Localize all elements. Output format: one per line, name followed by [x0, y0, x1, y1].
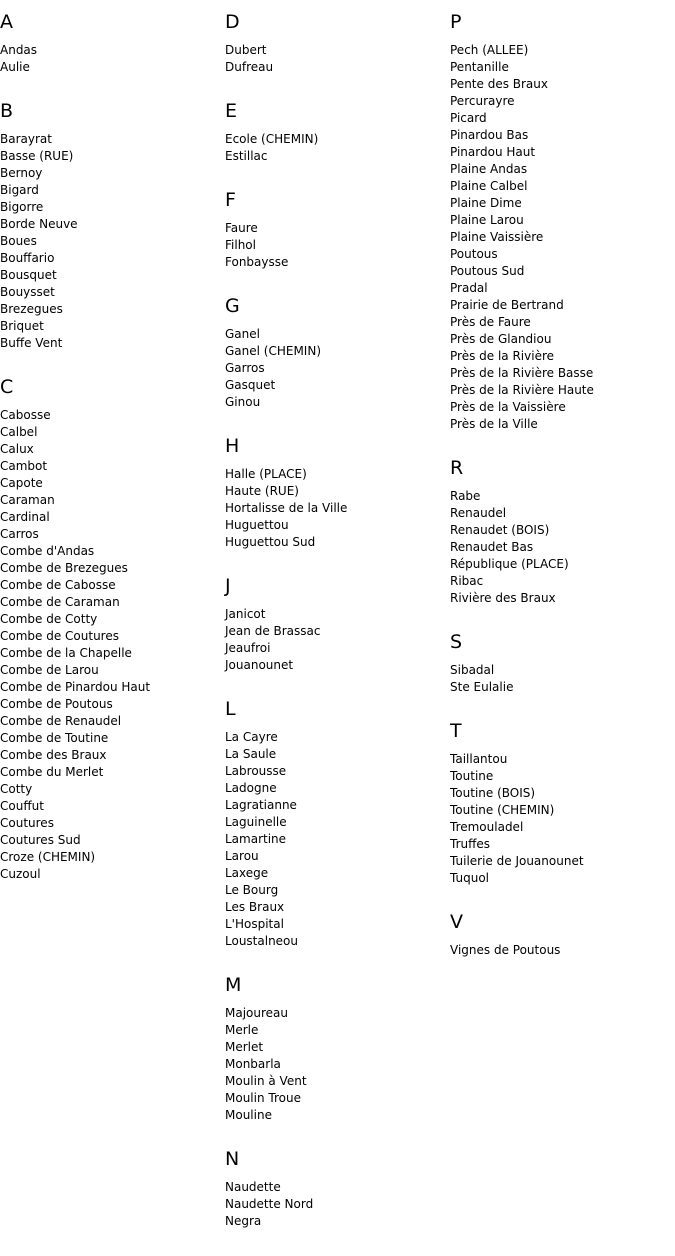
- street-link-faure[interactable]: Faure: [225, 221, 258, 235]
- street-link-combe-de-pinardou-haut[interactable]: Combe de Pinardou Haut: [0, 680, 151, 694]
- street-link-dubert[interactable]: Dubert: [225, 43, 267, 57]
- street-link-plaine-larou[interactable]: Plaine Larou: [450, 213, 524, 227]
- letter-group-p: [450, 11, 675, 433]
- street-link-caraman[interactable]: Caraman: [0, 493, 55, 507]
- street-link-merlet[interactable]: Merlet: [225, 1040, 264, 1054]
- letter-heading-s: S: [450, 631, 463, 653]
- street-link-pech-allee[interactable]: Pech (ALLEE): [450, 43, 529, 57]
- letter-group-t: [450, 720, 675, 887]
- index-column-2: [225, 11, 450, 1254]
- letter-group-f: [225, 189, 450, 271]
- street-link-huguettou-sud[interactable]: Huguettou Sud: [225, 535, 316, 549]
- letter-heading-c: C: [0, 376, 14, 398]
- street-link-ecole-chemin[interactable]: Ecole (CHEMIN): [225, 132, 319, 146]
- street-link-monbarla[interactable]: Monbarla: [225, 1057, 281, 1071]
- street-link-croze-chemin[interactable]: Croze (CHEMIN): [0, 850, 96, 864]
- street-link-moulin-troue[interactable]: Moulin Troue: [225, 1091, 301, 1105]
- street-link-haute-rue[interactable]: Haute (RUE): [225, 484, 299, 498]
- street-link-pres-de-la-riviere-haute[interactable]: Près de la Rivière Haute: [450, 383, 594, 397]
- letter-heading-l: L: [225, 698, 236, 720]
- street-link-poutous[interactable]: Poutous: [450, 247, 498, 261]
- street-link-basse-rue[interactable]: Basse (RUE): [0, 149, 74, 163]
- street-link-brezegues[interactable]: Brezegues: [0, 302, 63, 316]
- street-link-coutures[interactable]: Coutures: [0, 816, 54, 830]
- street-link-tuquol[interactable]: Tuquol: [450, 871, 490, 885]
- street-link-pinardou-bas[interactable]: Pinardou Bas: [450, 128, 529, 142]
- street-link-bigorre[interactable]: Bigorre: [0, 200, 44, 214]
- street-link-moulin-a-vent[interactable]: Moulin à Vent: [225, 1074, 307, 1088]
- street-link-picard[interactable]: Picard: [450, 111, 487, 125]
- street-link-combe-de-caraman[interactable]: Combe de Caraman: [0, 595, 120, 609]
- street-link-ginou[interactable]: Ginou: [225, 395, 261, 409]
- letter-group-s: [450, 631, 675, 696]
- street-link-bouffario[interactable]: Bouffario: [0, 251, 55, 265]
- street-link-coutures-sud[interactable]: Coutures Sud: [0, 833, 81, 847]
- street-link-majoureau[interactable]: Majoureau: [225, 1006, 288, 1020]
- street-link-plaine-calbel[interactable]: Plaine Calbel: [450, 179, 528, 193]
- letter-heading-r: R: [450, 457, 464, 479]
- street-link-toutine[interactable]: Toutine: [450, 769, 494, 783]
- street-link-combe-du-merlet[interactable]: Combe du Merlet: [0, 765, 104, 779]
- letter-heading-n: N: [225, 1148, 240, 1170]
- street-link-bigard[interactable]: Bigard: [0, 183, 39, 197]
- street-link-truffes[interactable]: Truffes: [450, 837, 491, 851]
- street-link-prairie-de-bertrand[interactable]: Prairie de Bertrand: [450, 298, 564, 312]
- street-link-hortalisse-de-la-ville[interactable]: Hortalisse de la Ville: [225, 501, 348, 515]
- street-link-tuilerie-de-jouanounet[interactable]: Tuilerie de Jouanounet: [450, 854, 584, 868]
- letter-group-e: [225, 100, 450, 165]
- street-link-bouysset[interactable]: Bouysset: [0, 285, 55, 299]
- street-link-jean-de-brassac[interactable]: Jean de Brassac: [225, 624, 321, 638]
- street-link-combe-de-brezegues[interactable]: Combe de Brezegues: [0, 561, 128, 575]
- letter-group-h: [225, 435, 450, 551]
- street-link-dufreau[interactable]: Dufreau: [225, 60, 274, 74]
- street-link-pres-de-la-riviere-basse[interactable]: Près de la Rivière Basse: [450, 366, 594, 380]
- index-column-3: [450, 11, 675, 983]
- street-link-combe-de-la-chapelle[interactable]: Combe de la Chapelle: [0, 646, 132, 660]
- street-link-merle[interactable]: Merle: [225, 1023, 259, 1037]
- street-link-laxege[interactable]: Laxege: [225, 866, 269, 880]
- letter-heading-t: T: [450, 720, 462, 742]
- street-link-cuzoul[interactable]: Cuzoul: [0, 867, 41, 881]
- street-link-naudette[interactable]: Naudette: [225, 1180, 281, 1194]
- street-link-huguettou[interactable]: Huguettou: [225, 518, 289, 532]
- street-link-plaine-andas[interactable]: Plaine Andas: [450, 162, 528, 176]
- street-link-poutous-sud[interactable]: Poutous Sud: [450, 264, 525, 278]
- street-link-loustalneou[interactable]: Loustalneou: [225, 934, 299, 948]
- street-link-plaine-dime[interactable]: Plaine Dime: [450, 196, 522, 210]
- street-link-borde-neuve[interactable]: Borde Neuve: [0, 217, 78, 231]
- letter-group-b: [0, 100, 225, 352]
- street-link-pres-de-faure[interactable]: Près de Faure: [450, 315, 531, 329]
- street-link-calbel[interactable]: Calbel: [0, 425, 38, 439]
- street-link-taillantou[interactable]: Taillantou: [450, 752, 508, 766]
- letter-heading-g: G: [225, 295, 240, 317]
- street-link-l-hospital[interactable]: L'Hospital: [225, 917, 284, 931]
- street-link-vignes-de-poutous[interactable]: Vignes de Poutous: [450, 943, 561, 957]
- street-link-negra[interactable]: Negra: [225, 1214, 262, 1228]
- letter-heading-m: M: [225, 974, 242, 996]
- street-link-pres-de-glandiou[interactable]: Près de Glandiou: [450, 332, 552, 346]
- street-link-jeaufroi[interactable]: Jeaufroi: [225, 641, 271, 655]
- street-link-barayrat[interactable]: Barayrat: [0, 132, 52, 146]
- street-link-ste-eulalie[interactable]: Ste Eulalie: [450, 680, 514, 694]
- street-link-briquet[interactable]: Briquet: [0, 319, 44, 333]
- street-link-laguinelle[interactable]: Laguinelle: [225, 815, 287, 829]
- letter-heading-v: V: [450, 911, 463, 933]
- street-link-pres-de-la-vaissiere[interactable]: Près de la Vaissière: [450, 400, 566, 414]
- street-link-couffut[interactable]: Couffut: [0, 799, 44, 813]
- street-link-sibadal[interactable]: Sibadal: [450, 663, 495, 677]
- street-link-ladogne[interactable]: Ladogne: [225, 781, 277, 795]
- street-link-filhol[interactable]: Filhol: [225, 238, 256, 252]
- street-link-combe-de-toutine[interactable]: Combe de Toutine: [0, 731, 109, 745]
- street-link-toutine-chemin[interactable]: Toutine (CHEMIN): [450, 803, 555, 817]
- street-link-pinardou-haut[interactable]: Pinardou Haut: [450, 145, 536, 159]
- letter-group-g: [225, 295, 450, 411]
- index-column-1: [0, 11, 225, 907]
- street-link-renaudet-bas[interactable]: Renaudet Bas: [450, 540, 534, 554]
- street-link-capote[interactable]: Capote: [0, 476, 43, 490]
- street-link-combe-de-renaudel[interactable]: Combe de Renaudel: [0, 714, 122, 728]
- letter-group-a: [0, 11, 225, 76]
- street-link-mouline[interactable]: Mouline: [225, 1108, 272, 1122]
- street-link-tremouladel[interactable]: Tremouladel: [450, 820, 524, 834]
- street-link-calux[interactable]: Calux: [0, 442, 34, 456]
- street-link-pradal[interactable]: Pradal: [450, 281, 488, 295]
- street-link-pres-de-la-riviere[interactable]: Près de la Rivière: [450, 349, 555, 363]
- street-link-boues[interactable]: Boues: [0, 234, 37, 248]
- street-link-combe-de-cabosse[interactable]: Combe de Cabosse: [0, 578, 116, 592]
- street-link-renaudet-bois[interactable]: Renaudet (BOIS): [450, 523, 550, 537]
- letter-group-l: [225, 698, 450, 950]
- street-link-ganel-chemin[interactable]: Ganel (CHEMIN): [225, 344, 322, 358]
- street-link-carros[interactable]: Carros: [0, 527, 39, 541]
- street-link-ganel[interactable]: Ganel: [225, 327, 260, 341]
- street-link-combe-d-andas[interactable]: Combe d'Andas: [0, 544, 95, 558]
- street-link-andas[interactable]: Andas: [0, 43, 38, 57]
- street-link-jouanounet[interactable]: Jouanounet: [225, 658, 294, 672]
- street-link-cabosse[interactable]: Cabosse: [0, 408, 51, 422]
- street-link-cardinal[interactable]: Cardinal: [0, 510, 50, 524]
- street-link-combe-de-poutous[interactable]: Combe de Poutous: [0, 697, 113, 711]
- street-link-estillac[interactable]: Estillac: [225, 149, 268, 163]
- street-link-aulie[interactable]: Aulie: [0, 60, 30, 74]
- letter-heading-h: H: [225, 435, 240, 457]
- street-link-toutine-bois[interactable]: Toutine (BOIS): [450, 786, 536, 800]
- street-link-rabe[interactable]: Rabe: [450, 489, 481, 503]
- street-link-ribac[interactable]: Ribac: [450, 574, 484, 588]
- street-link-cambot[interactable]: Cambot: [0, 459, 48, 473]
- letter-group-m: [225, 974, 450, 1124]
- letter-group-j: [225, 575, 450, 674]
- letter-group-r: [450, 457, 675, 607]
- letter-group-c: [0, 376, 225, 883]
- street-link-la-cayre[interactable]: La Cayre: [225, 730, 278, 744]
- letter-heading-b: B: [0, 100, 14, 122]
- street-link-pentanille[interactable]: Pentanille: [450, 60, 509, 74]
- street-link-les-braux[interactable]: Les Braux: [225, 900, 285, 914]
- letter-group-d: [225, 11, 450, 76]
- street-link-halle-place[interactable]: Halle (PLACE): [225, 467, 307, 481]
- letter-group-v: [450, 911, 675, 959]
- street-link-combe-de-larou[interactable]: Combe de Larou: [0, 663, 99, 677]
- street-link-le-bourg[interactable]: Le Bourg: [225, 883, 279, 897]
- letter-group-n: [225, 1148, 450, 1230]
- street-link-combe-des-braux[interactable]: Combe des Braux: [0, 748, 107, 762]
- street-link-cotty[interactable]: Cotty: [0, 782, 33, 796]
- street-link-la-saule[interactable]: La Saule: [225, 747, 277, 761]
- street-link-pente-des-braux[interactable]: Pente des Braux: [450, 77, 548, 91]
- street-link-riviere-des-braux[interactable]: Rivière des Braux: [450, 591, 556, 605]
- street-link-bernoy[interactable]: Bernoy: [0, 166, 43, 180]
- street-link-percurayre[interactable]: Percurayre: [450, 94, 515, 108]
- street-link-bousquet[interactable]: Bousquet: [0, 268, 57, 282]
- letter-heading-d: D: [225, 11, 240, 33]
- street-link-gasquet[interactable]: Gasquet: [225, 378, 276, 392]
- street-link-republique-place[interactable]: République (PLACE): [450, 557, 569, 571]
- street-link-larou[interactable]: Larou: [225, 849, 259, 863]
- street-link-lamartine[interactable]: Lamartine: [225, 832, 287, 846]
- street-link-naudette-nord[interactable]: Naudette Nord: [225, 1197, 314, 1211]
- letter-heading-f: F: [225, 189, 236, 211]
- street-link-renaudel[interactable]: Renaudel: [450, 506, 507, 520]
- letter-heading-a: A: [0, 11, 13, 33]
- street-link-combe-de-cotty[interactable]: Combe de Cotty: [0, 612, 98, 626]
- street-link-garros[interactable]: Garros: [225, 361, 265, 375]
- street-link-janicot[interactable]: Janicot: [225, 607, 266, 621]
- street-link-plaine-vaissiere[interactable]: Plaine Vaissière: [450, 230, 544, 244]
- letter-heading-j: J: [225, 575, 231, 597]
- street-link-pres-de-la-ville[interactable]: Près de la Ville: [450, 417, 538, 431]
- letter-heading-e: E: [225, 100, 238, 122]
- street-link-fonbaysse[interactable]: Fonbaysse: [225, 255, 289, 269]
- street-link-lagratianne[interactable]: Lagratianne: [225, 798, 297, 812]
- street-link-buffe-vent[interactable]: Buffe Vent: [0, 336, 63, 350]
- street-link-labrousse[interactable]: Labrousse: [225, 764, 287, 778]
- street-link-combe-de-coutures[interactable]: Combe de Coutures: [0, 629, 119, 643]
- letter-heading-p: P: [450, 11, 462, 33]
